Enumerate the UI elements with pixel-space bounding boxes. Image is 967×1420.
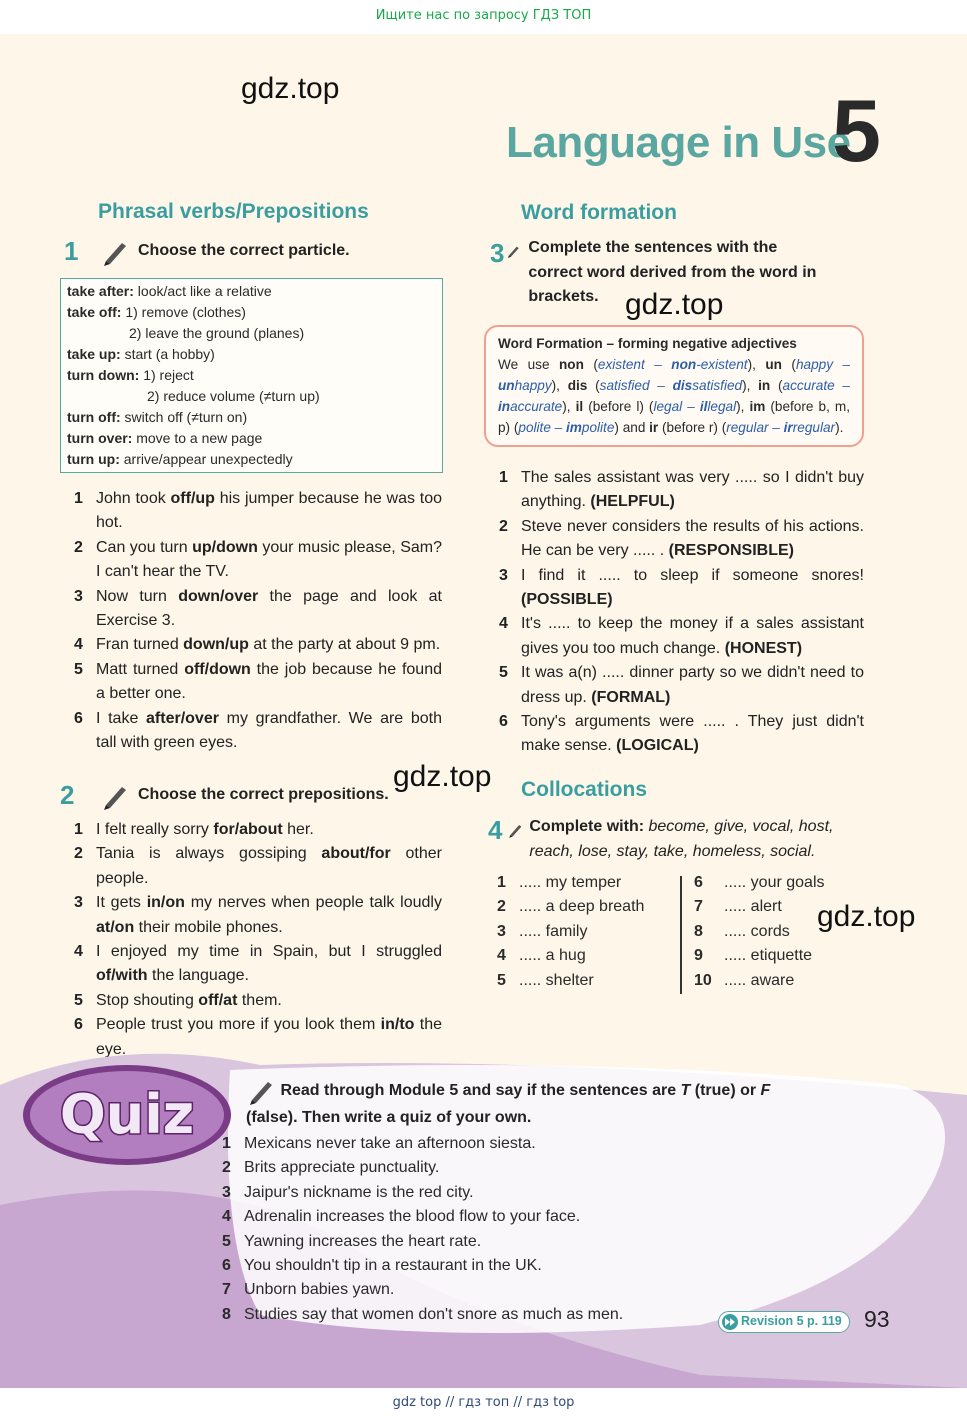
- collocations-left-column: [497, 871, 677, 993]
- list-item: 4 ..... a hug: [497, 947, 586, 965]
- fast-forward-icon: [722, 1314, 738, 1330]
- column-divider: [680, 876, 682, 994]
- list-item: 5 Stop shouting off/at them.: [74, 991, 282, 1009]
- list-item: 5 Yawning increases the heart rate.: [222, 1232, 482, 1250]
- list-item: 9 ..... etiquette: [694, 947, 813, 965]
- list-item: 4 It's ..... to keep the money if a sales assistant gives you too much change. (HONEST): [499, 615, 864, 657]
- watermark: gdz.top: [393, 760, 492, 793]
- pencil-icon: [246, 1076, 276, 1106]
- list-item: 6 I take after/over my grandfather. We are both tall with green eyes.: [74, 709, 442, 752]
- list-item: 3 Now turn down/over the page and look at Exercise 3.: [74, 587, 443, 630]
- exercise-1-list: [74, 487, 442, 755]
- list-item: 3 It gets in/on my nerves when people talk loudly at/on their mobile phones.: [74, 894, 442, 936]
- exercise-1-header: [64, 236, 350, 267]
- ref-line: take up: start (a hobby): [67, 346, 215, 362]
- list-item: 3 ..... family: [497, 922, 588, 940]
- exercise-number: 2: [60, 780, 75, 810]
- pencil-icon: [506, 236, 521, 266]
- exercise-3-header: [490, 236, 830, 310]
- exercise-instruction: Choose the correct particle.: [138, 242, 350, 260]
- list-item: 1 Mexicans never take an afternoon siesta.: [222, 1135, 536, 1152]
- list-item: 7 Unborn babies yawn.: [222, 1281, 395, 1299]
- word-list: become, give, vocal, host, reach, lose, stay, take, homeless, social.: [529, 818, 834, 860]
- list-item: 8 ..... cords: [694, 922, 790, 940]
- exercise-2-list: [74, 818, 442, 1062]
- pencil-icon: [100, 237, 130, 267]
- word-formation-box: [484, 325, 864, 447]
- exercise-2-header: [60, 780, 389, 811]
- list-item: 1 I felt really sorry for/about her.: [74, 821, 314, 838]
- list-item: 6 Tony's arguments were ..... . They just didn't make sense. (LOGICAL): [499, 713, 864, 755]
- section-heading-word-formation: Word formation: [521, 201, 677, 224]
- list-item: 6 ..... your goals: [694, 874, 825, 891]
- unit-number: 5: [832, 81, 881, 180]
- collocations-right-column: [694, 871, 864, 993]
- list-item: 5 Matt turned off/down the job because he found a better one.: [74, 660, 442, 703]
- bottom-banner: gdz top // гдз топ // гдз top: [0, 1388, 967, 1420]
- ref-line: take off: 1) remove (clothes): [67, 304, 246, 320]
- ref-line: turn down: 1) reject: [67, 367, 194, 383]
- exercise-instruction: Complete the sentences with the correct word derived from the word in brackets.: [528, 239, 817, 305]
- quiz-logo: [20, 1055, 235, 1170]
- revision-link[interactable]: Revision 5 p. 119: [718, 1311, 850, 1333]
- list-item: 1 ..... my temper: [497, 874, 622, 891]
- exercise-number: 3: [490, 238, 505, 268]
- list-item: 5 ..... shelter: [497, 971, 594, 989]
- exercise-instruction: Choose the correct prepositions.: [138, 786, 389, 804]
- list-item: 2 ..... a deep breath: [497, 898, 645, 916]
- quiz-list: [222, 1132, 692, 1327]
- list-item: 3 I find it ..... to sleep if someone snores! (POSSIBLE): [499, 566, 864, 609]
- list-item: 2 Steve never considers the results of his actions. He can be very ..... . (RESPONSIBLE): [499, 517, 864, 560]
- ref-line: turn off: switch off (≠turn on): [67, 409, 248, 425]
- exercise-number: 4: [488, 815, 503, 845]
- box-title: Word Formation – forming negative adjectives: [498, 336, 797, 351]
- list-item: 2 Brits appreciate punctuality.: [222, 1159, 440, 1177]
- list-item: 2 Can you turn up/down your music please, Sam? I can't hear the TV.: [74, 538, 443, 581]
- ref-line: turn up: arrive/appear unexpectedly: [67, 451, 293, 467]
- watermark: gdz.top: [625, 288, 724, 321]
- list-item: 6 You shouldn't tip in a restaurant in the UK.: [222, 1257, 542, 1275]
- exercise-3-list: [499, 466, 864, 759]
- list-item: 1 John took off/up his jumper because he was too hot.: [74, 490, 443, 532]
- list-item: 4 Fran turned down/up at the party at about 9 pm.: [74, 636, 441, 654]
- watermark: gdz.top: [817, 900, 916, 933]
- phrasal-verbs-reference-box: [60, 278, 443, 473]
- list-item: 6 People trust you more if you look them in/to the eye.: [74, 1016, 443, 1058]
- section-heading-phrasal: Phrasal verbs/Prepositions: [98, 200, 369, 223]
- top-banner: Ищите нас по запросу ГДЗ ТОП: [0, 0, 967, 34]
- exercise-4-header: [488, 815, 858, 864]
- ref-line: take after: look/act like a relative: [67, 283, 272, 299]
- list-item: 4 I enjoyed my time in Spain, but I struggled of/with the language.: [74, 943, 442, 985]
- pencil-icon: [100, 781, 130, 811]
- ref-line: 2) reduce volume (≠turn up): [147, 388, 320, 404]
- svg-text:Quiz: Quiz: [59, 1083, 195, 1146]
- exercise-number: 1: [64, 236, 79, 266]
- list-item: 7 ..... alert: [694, 898, 782, 916]
- list-item: 4 Adrenalin increases the blood flow to your face.: [222, 1208, 581, 1226]
- quiz-logo-icon: [20, 1055, 235, 1170]
- page-number: 93: [864, 1306, 890, 1332]
- list-item: 8 Studies say that women don't snore as much as men.: [222, 1305, 624, 1323]
- list-item: 2 Tania is always gossiping about/for other people.: [74, 845, 442, 887]
- ref-line: turn over: move to a new page: [67, 430, 263, 446]
- unit-title: Language in Use: [506, 118, 851, 167]
- ref-line: 2) leave the ground (planes): [129, 325, 305, 341]
- pencil-icon: [507, 815, 524, 845]
- exercise-instruction: Complete with:: [529, 818, 649, 835]
- list-item: 1 The sales assistant was very ..... so I didn't buy anything. (HELPFUL): [499, 469, 864, 511]
- section-heading-collocations: Collocations: [521, 778, 648, 801]
- list-item: 3 Jaipur's nickname is the red city.: [222, 1183, 474, 1201]
- quiz-instruction: Read through Module 5 and say if the sentences are T (true) or F (false). Then write a quiz of your own.: [246, 1076, 786, 1131]
- box-body: We use non (existent – non-existent), un (happy – unhappy), dis (satisfied – dissatisfied), in (accurate – inaccurate), il (before l) (legal – illegal), im (before b, m, p) (polite – impolite) and ir (before r) (regular – irregular).: [498, 357, 851, 435]
- list-item: 5 It was a(n) ..... dinner party so we didn't need to dress up. (FORMAL): [499, 664, 864, 706]
- list-item: 10 ..... aware: [694, 971, 795, 989]
- watermark: gdz.top: [241, 72, 340, 105]
